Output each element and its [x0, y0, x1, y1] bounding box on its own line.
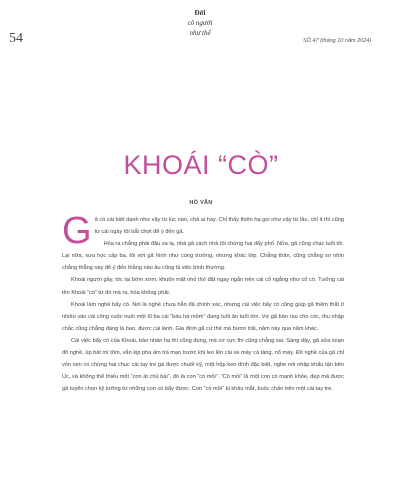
column-logo-line1: Đời [194, 9, 206, 17]
paragraph-1-text: ã có cái biệt danh như vậy từ lúc nào, chả ai hay. Chỉ thấy thiên hạ gọi như vậy từ lâu, chỉ ít thì cũng từ cái ngày tôi bắt chợt để ý đến gã. [94, 217, 344, 236]
article-body [62, 210, 344, 395]
column-logo-line3: như thế [189, 29, 211, 37]
paragraph-5: Cái việc bẩy cò của Khoái, bảo nhàn hạ thì cũng đúng, mà cơ cực thì cũng chẳng sai. Sáng dậy, gã sửa soạn đồ nghề, úp bát mì tôm, vắn kịp pha ấm trà mạn trước khi leo lên cái xe máy cà tàng, nổ máy. Đồ nghề của gã chỉ vỏn vẹn có chừng hai chục cái tay tre gá được chuốt kỹ, một hộp keo dính đặc biệt, nghe nói nhập khẩu tận bên Úc, và không thể thiếu một “con át chủ bài”, đó là con “cò mồi”. “Cò mồi” là một con cò mạnh khỏe, đẹp mã được gã tuyển chọn kỹ lưỡng từ những con cò bẩy được. Con “cò mồi” bị khâu mắt, buộc chân trên một cái tay tre. [62, 337, 344, 393]
paragraph-2: Hóa ra chẳng phải đâu xa lạ, nhà gã cách nhà tôi chừng hai dãy phố. Nửa, gã cũng chạc tuổi tôi. Lại nữa, xưa học cấp ba, tôi với gã hình như cùng trường, nhưng khác lớp. Chẳng thân, cũng chẳng so nhìn chẳng thẳng này để ý đến thằng nào âu cũng là việc bình thường. [62, 241, 344, 272]
paragraph-4: Khoái làm nghề bẩy cò. Nói là nghề chưa hẳn đã chính xác, nhưng cái việc bẩy cò cũng giúp gã thêm thắt ít nhiều vào cái công cuộc nuôi một lũ ba cái “bàu há mồm” đang tuổi ăn tuổi lớn. Vợ gã bán rau cho cóc, thu nhập chắc cũng chẳng đáng là bao, được cái lành. Gia đình gã cứ thế mà bươn trải, năm này qua năm khác. [62, 301, 344, 332]
article-title: KHOÁI “CÒ” [123, 150, 279, 180]
author-byline: HỒ VĂN [189, 200, 213, 206]
column-logo-line2: cô người [187, 19, 213, 27]
issue-info: SỐ 47 (tháng 10 năm 2024) [303, 38, 372, 44]
page-number: 54 [9, 31, 23, 46]
paragraph-1 [62, 210, 344, 252]
drop-cap: G [62, 210, 92, 252]
column-logo [168, 8, 232, 38]
paragraph-3: Khoái người gầy, tóc lại bờm xờm, khuôn mặt nhỏ thó đặt ngay ngắn trên cái cổ ngẳng như cổ cò. Tưởng cái tên Khoái “cò” từ đó mà ra, hóa không phải. [62, 277, 344, 296]
